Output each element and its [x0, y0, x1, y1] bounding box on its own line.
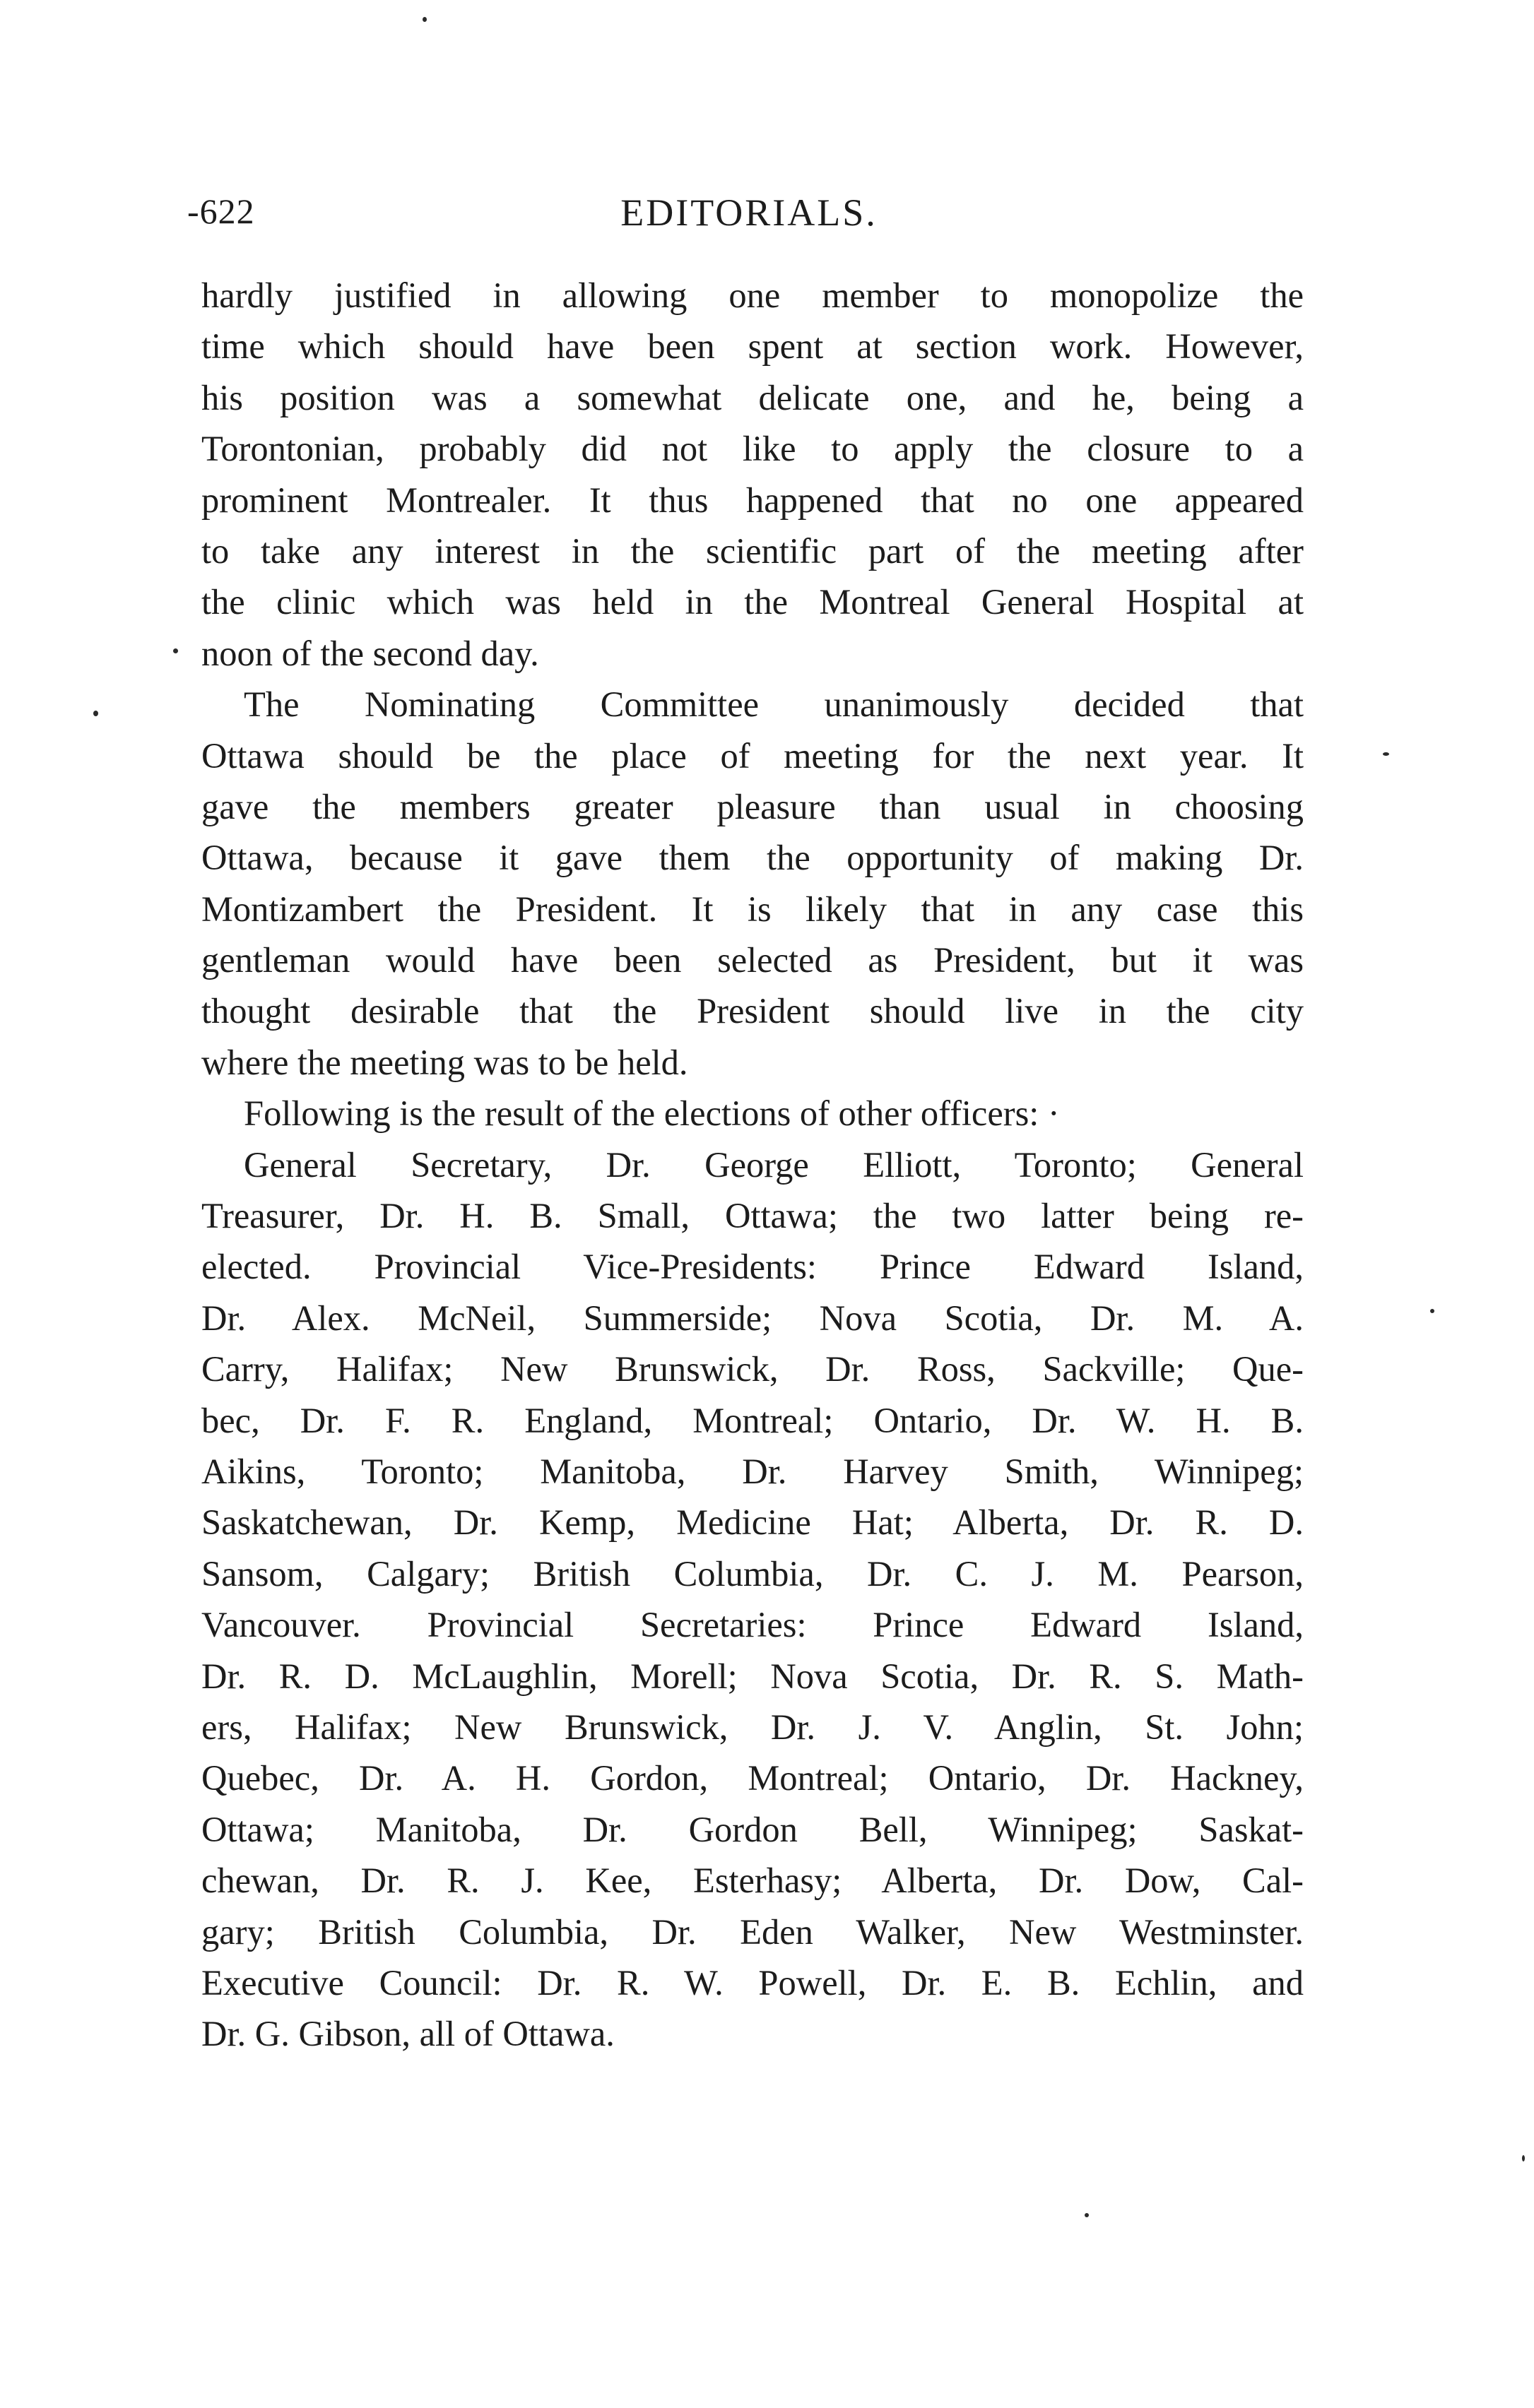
text-line: gentleman would have been selected as President, but it was — [201, 940, 1304, 980]
body-text — [201, 270, 1304, 2060]
text-line: Dr. G. Gibson, all of Ottawa. — [201, 2014, 615, 2054]
text-line: Treasurer, Dr. H. B. Small, Ottawa; the two latter being re- — [201, 1196, 1304, 1236]
text-line: ers, Halifax; New Brunswick, Dr. J. V. Anglin, St. John; — [201, 1707, 1304, 1747]
text-line: noon of the second day. — [201, 633, 539, 673]
text-line: his position was a somewhat delicate one, and he, being a — [201, 377, 1304, 417]
text-line: the clinic which was held in the Montreal General Hospital at — [201, 582, 1304, 622]
text-line: bec, Dr. F. R. England, Montreal; Ontario, Dr. W. H. B. — [201, 1400, 1304, 1440]
text-line: gave the members greater pleasure than usual in choosing — [201, 786, 1304, 826]
text-line: elected. Provincial Vice-Presidents: Prince Edward Island, — [201, 1247, 1304, 1287]
text-line: Sansom, Calgary; British Columbia, Dr. C. J. M. Pearson, — [201, 1553, 1304, 1594]
text-line: thought desirable that the President should live in the city — [201, 991, 1304, 1031]
text-line: hardly justified in allowing one member to monopolize the — [201, 275, 1304, 315]
scan-speck — [423, 17, 427, 22]
text-line: prominent Montrealer. It thus happened that no one appeared — [201, 480, 1304, 520]
text-line: chewan, Dr. R. J. Kee, Esterhasy; Alberta, Dr. Dow, Cal- — [201, 1861, 1304, 1901]
text-line: where the meeting was to be held. — [201, 1042, 688, 1082]
paragraph-start-line: General Secretary, Dr. George Elliott, Toronto; General — [244, 1144, 1304, 1185]
text-line: Carry, Halifax; New Brunswick, Dr. Ross, Sackville; Que- — [201, 1349, 1304, 1389]
text-line: Torontonian, probably did not like to apply the closure to a — [201, 429, 1304, 469]
scan-speck — [1522, 2155, 1525, 2161]
text-line: Ottawa should be the place of meeting for the next year. It — [201, 735, 1304, 776]
text-line: Vancouver. Provincial Secretaries: Prince Edward Island, — [201, 1605, 1304, 1645]
text-line: Montizambert the President. It is likely that in any case this — [201, 889, 1304, 929]
scan-speck — [93, 711, 98, 716]
paragraph-start-line: The Nominating Committee unanimously decided that — [244, 684, 1304, 725]
text-line: to take any interest in the scientific part of the meeting after — [201, 530, 1304, 571]
text-line: Saskatchewan, Dr. Kemp, Medicine Hat; Alberta, Dr. R. D. — [201, 1502, 1304, 1543]
paragraph-start-line: Following is the result of the elections of other officers: · — [244, 1093, 1060, 1134]
scan-speck — [173, 648, 178, 653]
text-line: time which should have been spent at section work. However, — [201, 326, 1304, 367]
page-number: -622 — [187, 191, 255, 231]
text-line: Dr. R. D. McLaughlin, Morell; Nova Scotia, Dr. R. S. Math- — [201, 1656, 1304, 1696]
text-line: gary; British Columbia, Dr. Eden Walker, New Westminster. — [201, 1911, 1304, 1952]
text-line: Executive Council: Dr. R. W. Powell, Dr. E. B. Echlin, and — [201, 1962, 1304, 2003]
scan-speck — [1383, 752, 1389, 756]
text-line: Ottawa, because it gave them the opportunity of making Dr. — [201, 838, 1304, 878]
running-head: EDITORIALS. — [620, 191, 878, 234]
text-line: Aikins, Toronto; Manitoba, Dr. Harvey Smith, Winnipeg; — [201, 1451, 1304, 1491]
scan-speck — [1430, 1309, 1434, 1313]
page-header — [187, 191, 1311, 247]
text-line: Quebec, Dr. A. H. Gordon, Montreal; Ontario, Dr. Hackney, — [201, 1758, 1304, 1798]
scan-speck — [1085, 2213, 1089, 2217]
text-line: Ottawa; Manitoba, Dr. Gordon Bell, Winnipeg; Saskat- — [201, 1809, 1304, 1849]
text-line: Dr. Alex. McNeil, Summerside; Nova Scotia, Dr. M. A. — [201, 1298, 1304, 1338]
